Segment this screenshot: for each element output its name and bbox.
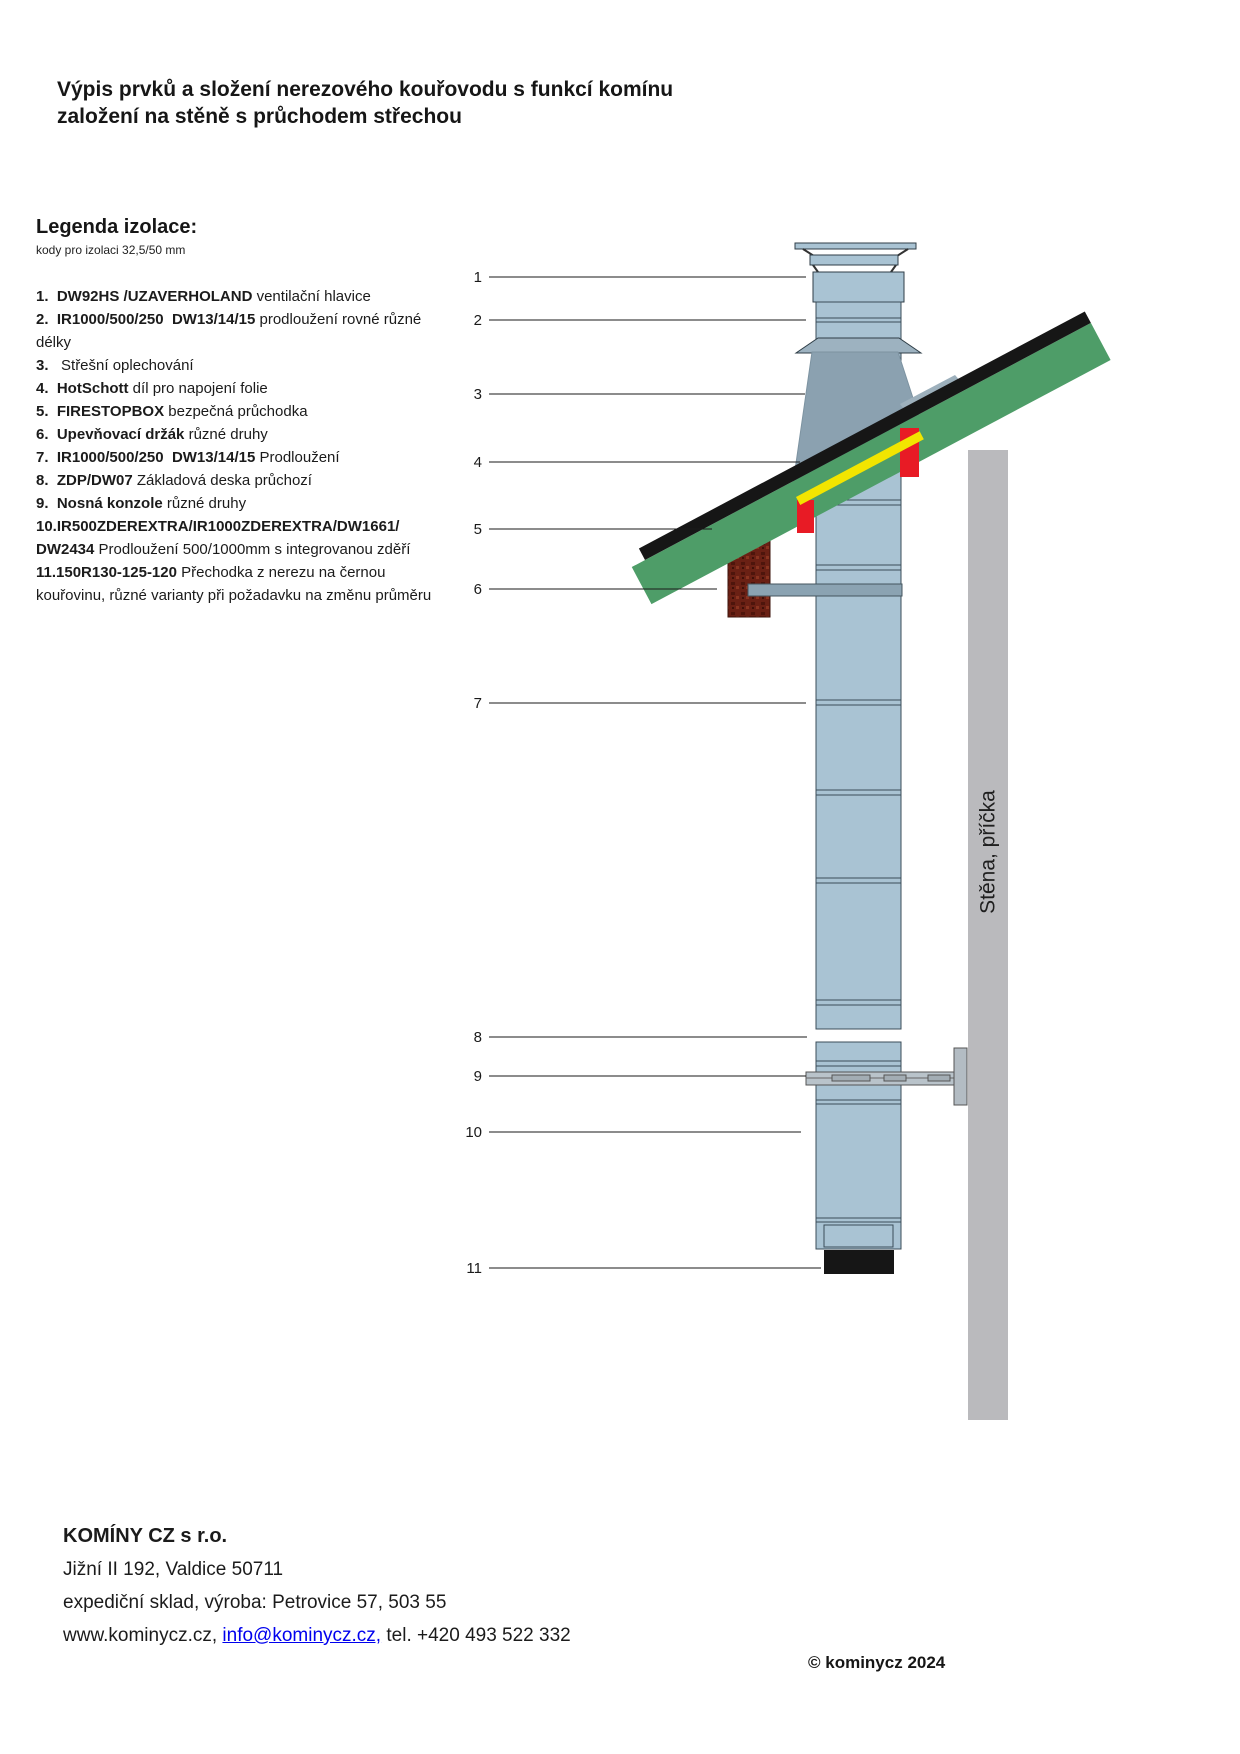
legend-item-6: 6. Upevňovací držák různé druhy	[36, 426, 268, 443]
black-transition-cap	[824, 1250, 894, 1274]
callout-number-9: 9	[473, 1068, 482, 1085]
callout-number-4: 4	[473, 454, 482, 471]
copyright-notice: © kominycz 2024	[808, 1653, 946, 1672]
wall-label: Stěna, příčka	[976, 790, 1000, 914]
callout-number-7: 7	[473, 695, 482, 712]
callout-number-6: 6	[473, 581, 482, 598]
callouts	[465, 269, 821, 1277]
console-slot-1	[832, 1075, 870, 1081]
wall-partition	[968, 450, 1008, 1420]
wall-console-plate	[954, 1048, 967, 1105]
callout-number-2: 2	[473, 312, 482, 329]
email-link[interactable]: info@kominycz.cz,	[222, 1625, 382, 1646]
legend-subheading: kody pro izolaci 32,5/50 mm	[36, 243, 186, 257]
console-slot-2	[884, 1075, 906, 1081]
callout-number-8: 8	[473, 1029, 482, 1046]
callout-number-5: 5	[473, 521, 482, 538]
company-web: www.kominycz.cz,	[63, 1625, 223, 1646]
footer	[63, 1520, 571, 1652]
page-title-line2: založení na stěně s průchodem střechou	[57, 105, 462, 128]
company-address: Jižní II 192, Valdice 50711	[63, 1559, 284, 1580]
company-phone: tel. +420 493 522 332	[381, 1625, 571, 1646]
callout-number-3: 3	[473, 386, 482, 403]
callout-number-11: 11	[466, 1260, 482, 1277]
legend-item-11: 11.150R130-125-120 Přechodka z nerezu na černou kouřovinu, různé varianty při požadavku na změnu průměru	[36, 564, 432, 604]
legend-item-1: 1. DW92HS /UZAVERHOLAND ventilační hlavice	[36, 288, 371, 305]
legend-item-7: 7. IR1000/500/250 DW13/14/15 Prodloužení	[36, 449, 340, 466]
vent-head-body	[813, 272, 904, 302]
legend-heading: Legenda izolace:	[36, 216, 198, 238]
legend-item-4: 4. HotSchott díl pro napojení folie	[36, 380, 268, 397]
storm-collar	[796, 338, 921, 353]
firestop-block-left	[797, 500, 814, 533]
legend-item-3: 3. Střešní oplechování	[36, 357, 194, 374]
company-name: KOMÍNY CZ s r.o.	[63, 1525, 228, 1547]
legend-item-5: 5. FIRESTOPBOX bezpečná průchodka	[36, 403, 308, 420]
mounting-bracket-arm	[748, 584, 902, 596]
page-title-line1: Výpis prvků a složení nerezového kouřovodu s funkcí komínu	[57, 78, 674, 101]
legend-item-8: 8. ZDP/DW07 Základová deska průchozí	[36, 472, 312, 489]
console-slot-3	[928, 1075, 950, 1081]
vent-head-band	[810, 255, 898, 265]
company-contact-line	[63, 1619, 571, 1652]
legend-item-2: 2. IR1000/500/250 DW13/14/15 prodloužení rovné různé délky	[36, 311, 426, 351]
legend-item-10: 10.IR500ZDEREXTRA/IR1000ZDEREXTRA/DW1661/ DW2434 Prodloužení 500/1000mm s integrovanou zděří	[36, 518, 411, 558]
vent-head-cap-plate	[795, 243, 916, 249]
callout-number-10: 10	[465, 1124, 482, 1141]
base-inset-plate	[824, 1225, 893, 1247]
company-warehouse: expediční sklad, výroba: Petrovice 57, 503 55	[63, 1592, 447, 1613]
callout-number-1: 1	[473, 269, 482, 286]
legend-item-9: 9. Nosná konzole různé druhy	[36, 495, 247, 512]
